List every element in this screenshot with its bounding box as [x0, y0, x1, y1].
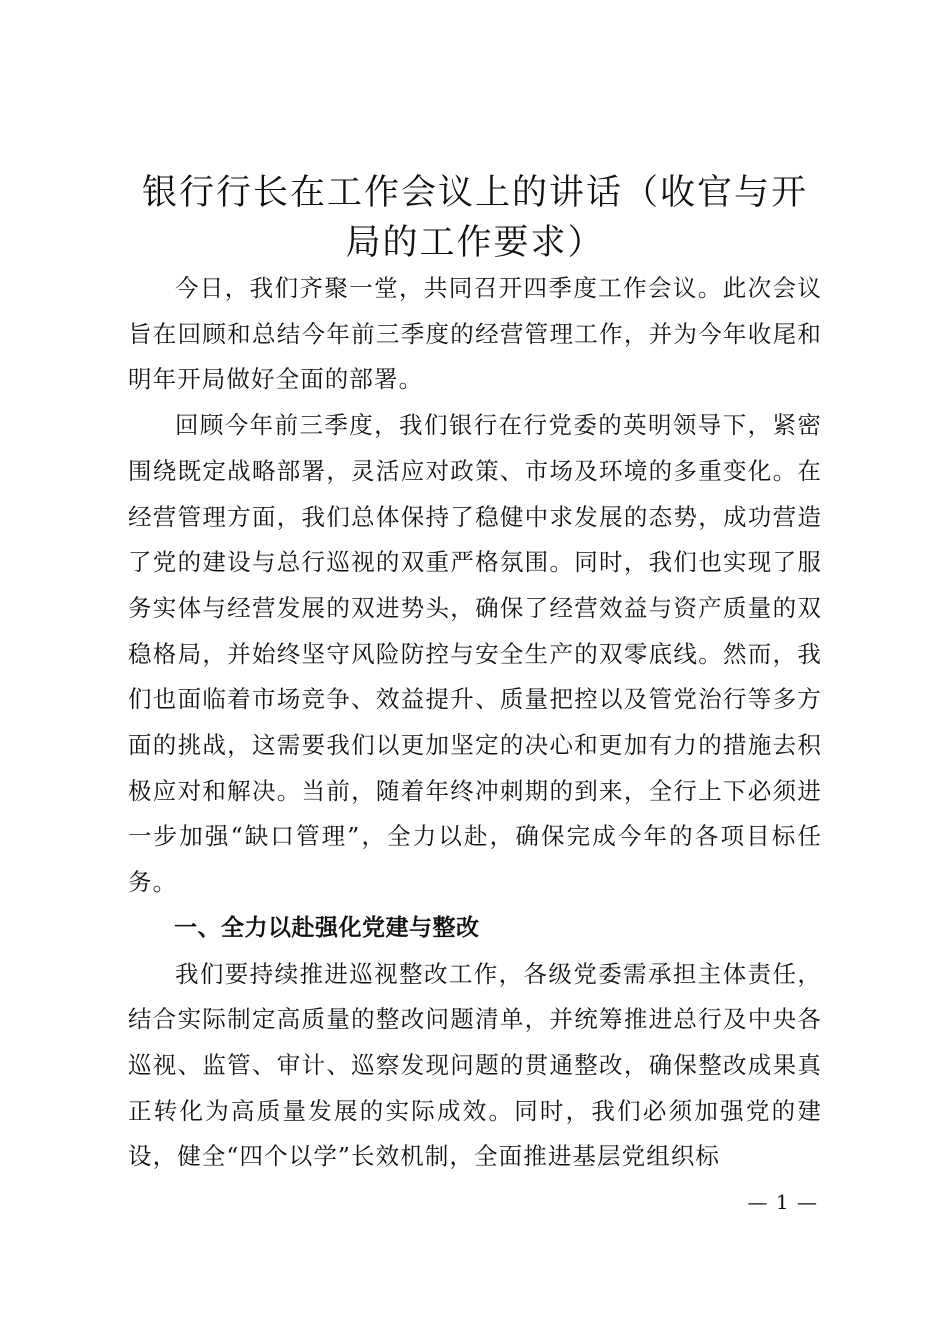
paragraph-intro: 今日，我们齐聚一堂，共同召开四季度工作会议。此次会议旨在回顾和总结今年前三季度的经营管理工作，并为今年收尾和明年开局做好全面的部署。: [128, 274, 822, 394]
page-number: — 1 —: [747, 1190, 818, 1214]
document-body: [128, 266, 822, 1180]
document-title: 银行行长在工作会议上的讲话（收官与开局的工作要求）: [141, 173, 808, 263]
paragraph-section-one: 我们要持续推进巡视整改工作，各级党委需承担主体责任，结合实际制定高质量的整改问题清单，并统筹推进总行及中央各巡视、监管、审计、巡察发现问题的贯通整改，确保整改成果真正转化为高质量发展的实际成效。同时，我们必须加强党的建设，健全“四个以学”长效机制，全面推进基层党组织标: [128, 959, 822, 1171]
paragraph-review: 回顾今年前三季度，我们银行在行党委的英明领导下，紧密围绕既定战略部署，灵活应对政策、市场及环境的多重变化。在经营管理方面，我们总体保持了稳健中求发展的态势，成功营造了党的建设与总行巡视的双重严格氛围。同时，我们也实现了服务实体与经营发展的双进势头，确保了经营效益与资产质量的双稳格局，并始终坚守风险防控与安全生产的双零底线。然而，我们也面临着市场竞争、效益提升、质量把控以及管党治行等多方面的挑战，这需要我们以更加坚定的决心和更加有力的措施去积极应对和解决。当前，随着年终冲刺期的到来，全行上下必须进一步加强“缺口管理”，全力以赴，确保完成今年的各项目标任务。: [128, 411, 822, 897]
section-heading: 一、全力以赴强化党建与整改: [174, 914, 480, 941]
